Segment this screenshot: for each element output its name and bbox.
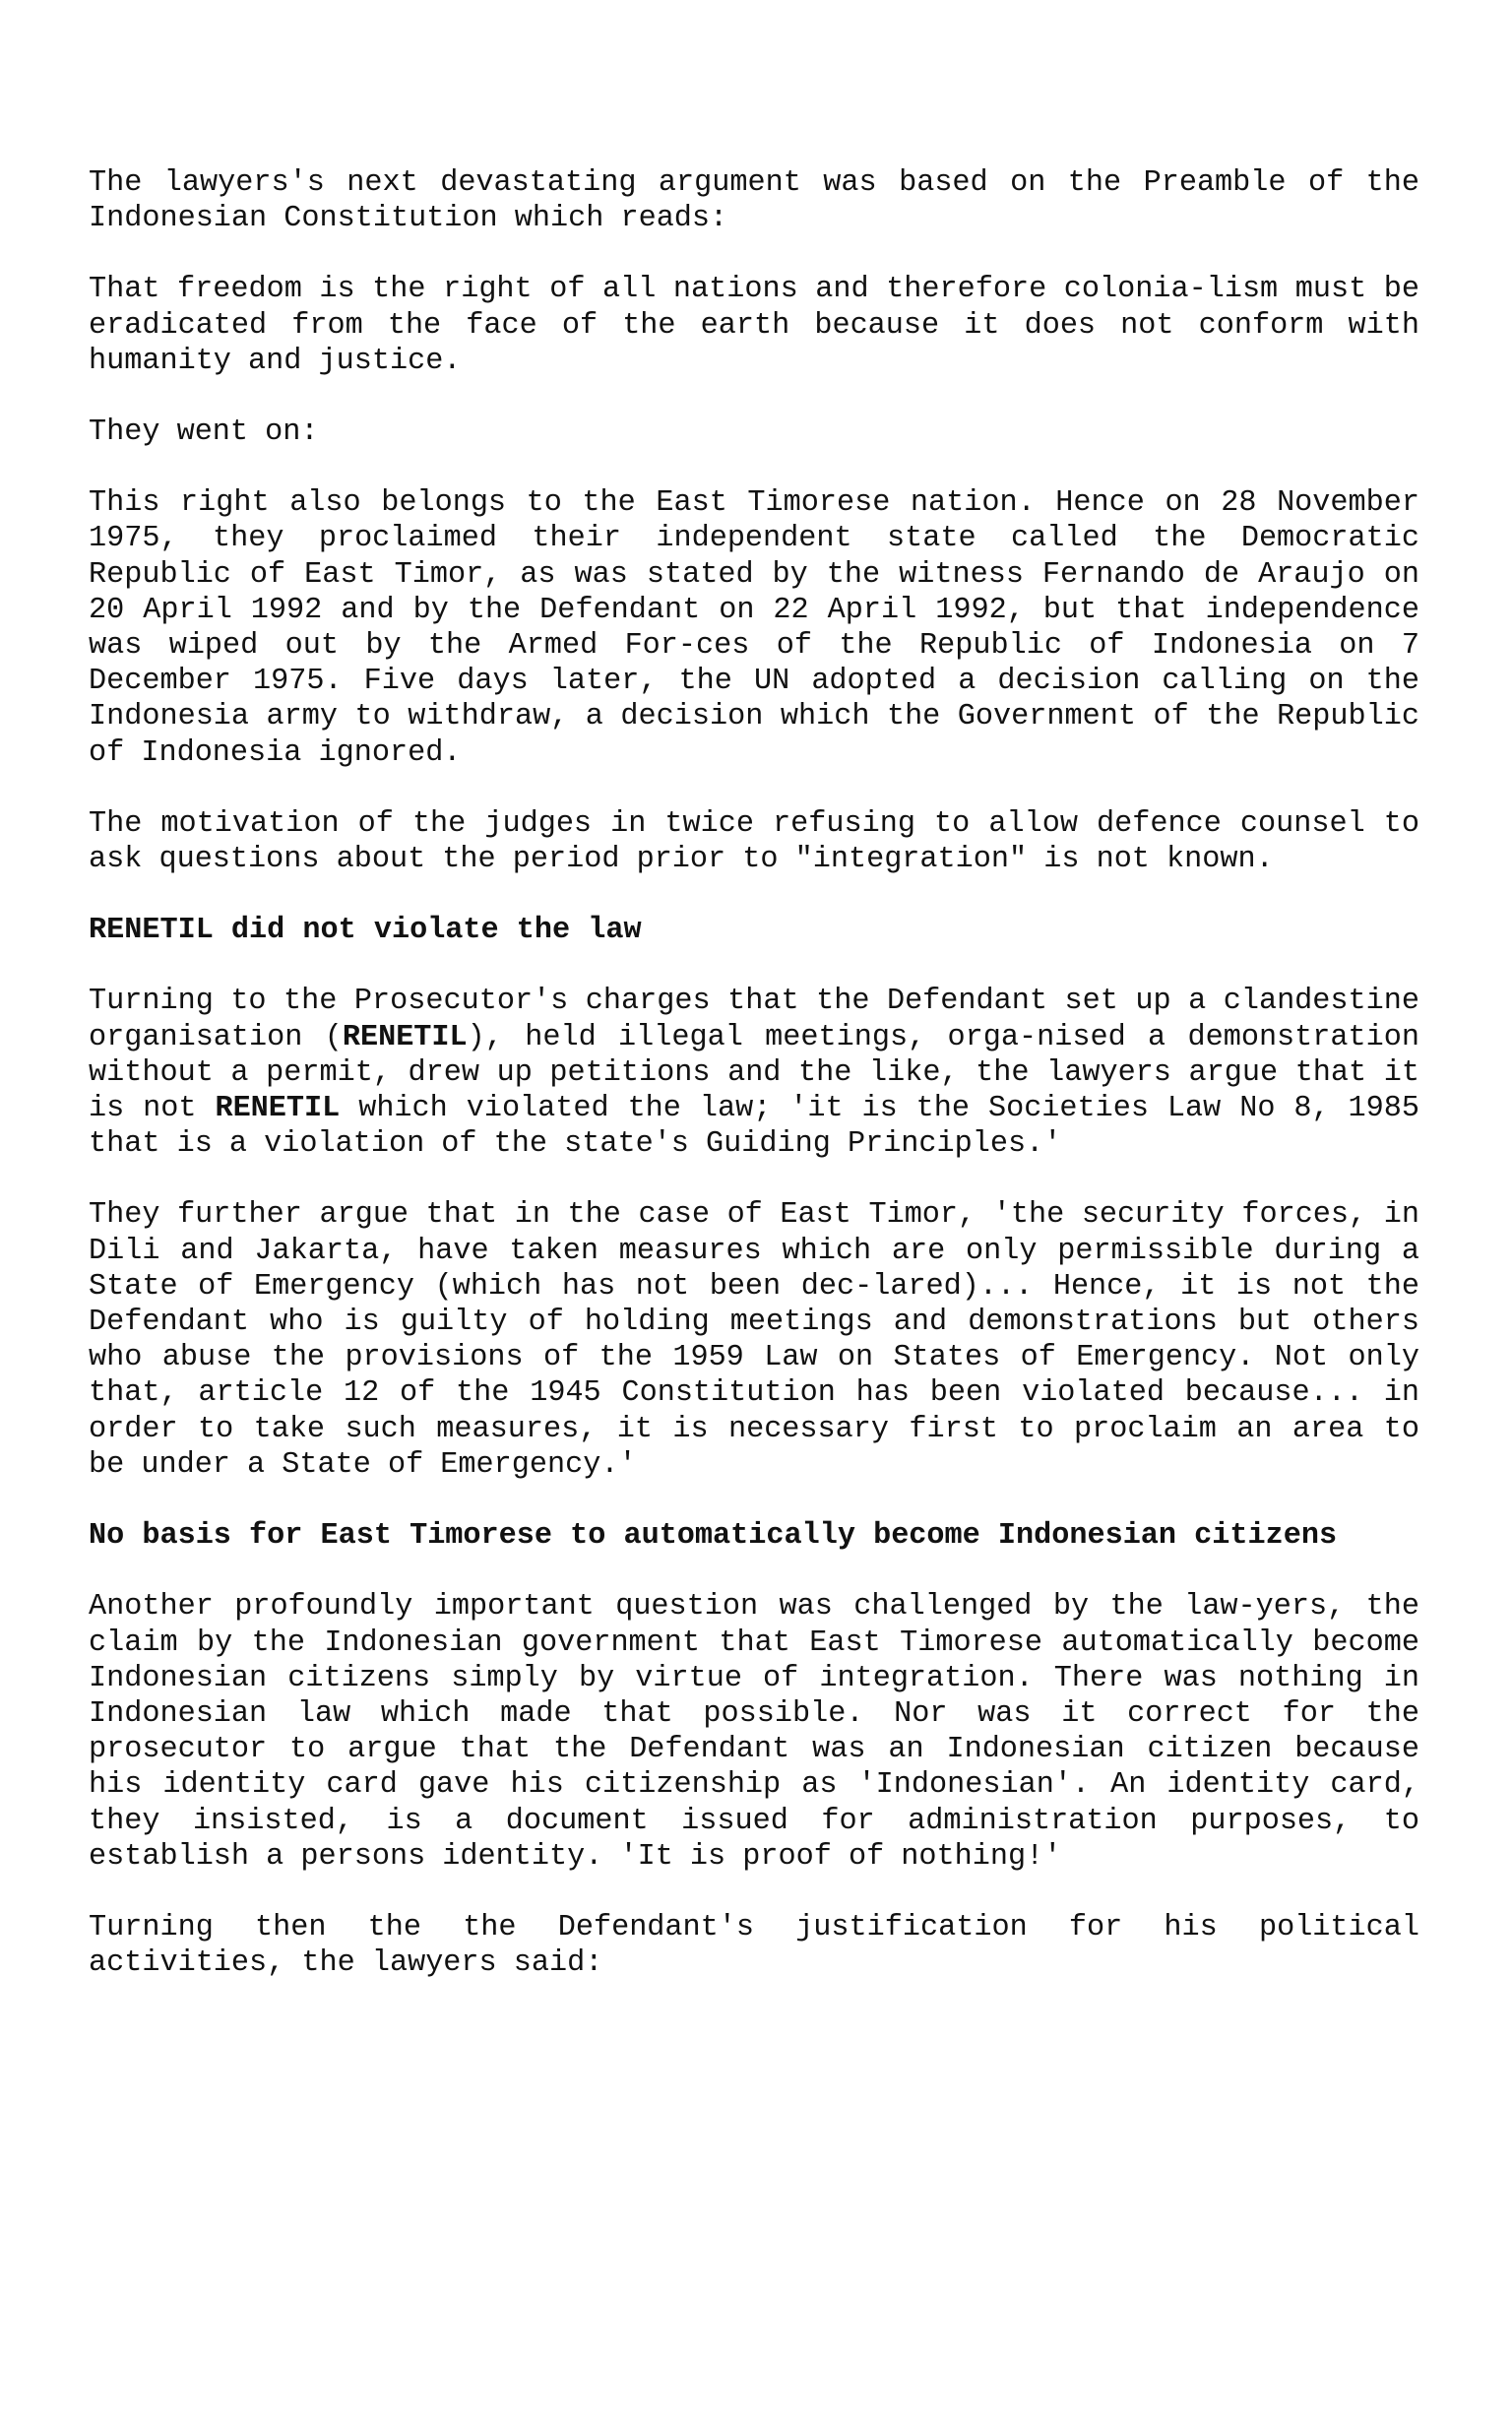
document-page [89, 165, 1419, 2016]
paragraph-political-activities: Turning then the the Defendant's justification for his political activities, the lawyers said: [89, 1910, 1419, 1981]
paragraph-east-timor-right: This right also belongs to the East Timorese nation. Hence on 28 November 1975, they proclaimed their independent state called the Democratic Republic of East Timor, as was stated by the witness Fernando de Araujo on 20 April 1992 and by the Defendant on 22 April 1992, but that independence was wiped out by the Armed For-ces of the Republic of Indonesia on 7 December 1975. Five days later, the UN adopted a decision calling on the Indonesia army to withdraw, a decision which the Government of the Republic of Indonesia ignored. [89, 486, 1419, 770]
text-segment: ), held illegal meetings, orga-nised a demonstration without a permit, drew up petitions and the like, the lawyers argue that it is not [89, 1020, 1419, 1126]
paragraph-state-of-emergency: They further argue that in the case of East Timor, 'the security forces, in Dili and Jakarta, have taken measures which are only permissible during a State of Emergency (which has not been dec-lared)... Hence, it is not the Defendant who is guilty of holding meetings and demonstrations but others who abuse the provisions of the 1959 Law on States of Emergency. Not only that, article 12 of the 1945 Constitution has been violated because... in order to take such measures, it is necessary first to proclaim an area to be under a State of Emergency.' [89, 1198, 1419, 1482]
paragraph-preamble-intro: The lawyers's next devastating argument was based on the Preamble of the Indonesian Constitution which reads: [89, 166, 1419, 236]
paragraph-prosecutor-charges [89, 984, 1419, 1162]
text-renetil-bold: RENETIL [215, 1092, 341, 1126]
section-heading-renetil: RENETIL did not violate the law [89, 914, 642, 948]
paragraph-judges-motivation: The motivation of the judges in twice refusing to allow defence counsel to ask questions about the period prior to "integration" is not known. [89, 806, 1419, 877]
paragraph-citizenship-question: Another profoundly important question was challenged by the law-yers, the claim by the Indonesian government that East Timorese automatically become Indonesian citizens simply by virtue of integration. There was nothing in Indonesian law which made that possible. Nor was it correct for the prosecutor to argue that the Defendant was an Indonesian citizen because his identity card gave his citizenship as 'Indonesian'. An identity card, they insisted, is a document issued for administration purposes, to establish a persons identity. 'It is proof of nothing!' [89, 1590, 1419, 1874]
text-renetil-bold: RENETIL [342, 1020, 468, 1054]
text-segment: which violated the law; 'it is the Societies Law No 8, 1985 that is a violation of the state's Guiding Principles.' [89, 1092, 1419, 1162]
section-heading-citizenship: No basis for East Timorese to automatically become Indonesian citizens [89, 1519, 1338, 1554]
paragraph-preamble-quote: That freedom is the right of all nations and therefore colonia-lism must be eradicated from the face of the earth because it does not conform with humanity and justice. [89, 273, 1419, 378]
text-segment: Turning to the Prosecutor's charges that the Defendant set up a clandestine organisation ( [89, 985, 1419, 1054]
paragraph-they-went-on: They went on: [89, 415, 319, 450]
